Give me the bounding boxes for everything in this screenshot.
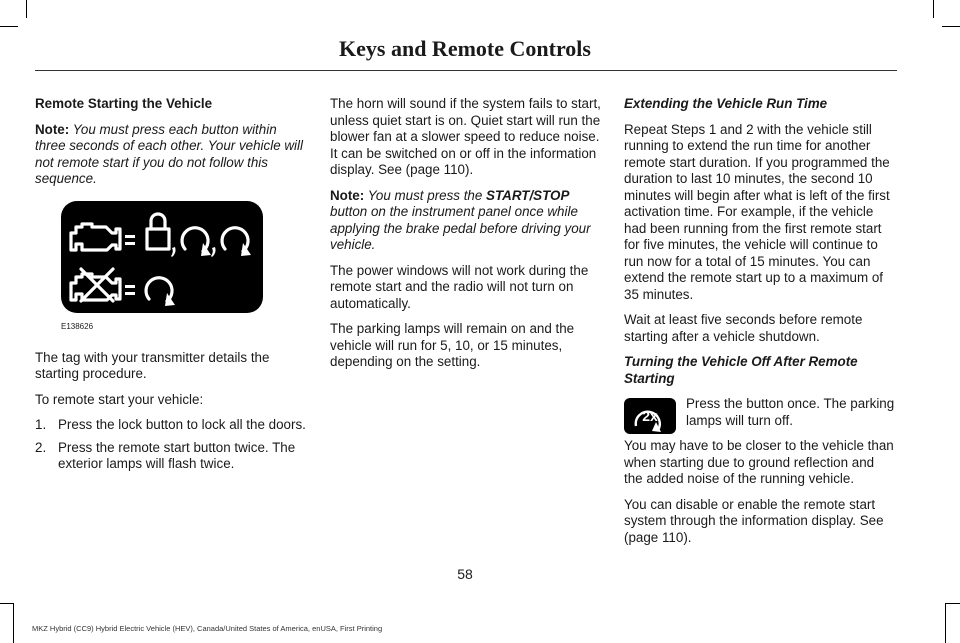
note-label: Note: (330, 187, 365, 203)
note-text: button on the instrument panel once while applying the brake pedal before driving your vehicle. (330, 204, 591, 252)
step-text: Press the lock button to lock all the doors. (58, 417, 306, 432)
note-text: You must press the (364, 187, 487, 203)
page-title: Keys and Remote Controls (339, 36, 591, 61)
paragraph: Repeat Steps 1 and 2 with the vehicle still running to extend the run time for another remote start duration. If you programmed the duration to last 10 minutes, the second 10 minutes will begin after what is left of the first activation time. For example, if the vehicle had been running from the first remote start for five minutes, the vehicle will continue to run now for a total of 15 minutes. You can extend the remote start up to a maximum of 35 minutes. (624, 121, 890, 302)
note (35, 122, 307, 188)
paragraph: The horn will sound if the system fails to start, unless quiet start is on. Quiet start will run the blower fan at a slower speed to reduce noise. It can be switched on or off in the information display. See (page 110). (330, 96, 601, 177)
section-heading: Extending the Vehicle Run Time (624, 96, 828, 111)
step-number: 2. (35, 439, 47, 455)
paragraph: To remote start your vehicle: (35, 391, 204, 407)
paragraph: You can disable or enable the remote start system through the information display. See (page 110). (624, 496, 884, 545)
remote-start-instruction (624, 396, 896, 488)
remote-start-figure (61, 201, 307, 336)
column-2 (330, 96, 602, 380)
step-number: 1. (35, 417, 47, 432)
crop-mark (942, 26, 960, 27)
page-number: 58 (457, 566, 473, 582)
paragraph: The tag with your transmitter details the starting procedure. (35, 349, 270, 381)
icon-label: 2x (642, 408, 658, 424)
remote-start-2x-icon (624, 398, 676, 434)
paragraph: Press the button once. The parking lamps will turn off. (686, 396, 895, 428)
paragraph: The parking lamps will remain on and the vehicle will run for 5, 10, or 15 minutes, depending on the setting. (330, 321, 575, 369)
note (330, 188, 602, 254)
note-text: You must press each button within three seconds of each other. Your vehicle will not remote start if you do not follow this sequence. (35, 121, 303, 186)
paragraph: You may have to be closer to the vehicle than when starting due to ground reflection and the added noise of the running vehicle. (624, 438, 894, 486)
paragraph: Wait at least five seconds before remote starting after a vehicle shutdown. (624, 312, 863, 344)
header-divider (35, 70, 897, 71)
crop-mark (0, 26, 18, 27)
note-label: Note: (35, 121, 70, 137)
section-heading: Remote Starting the Vehicle (35, 96, 213, 111)
crop-mark (26, 0, 27, 18)
step-text: Press the remote start button twice. The exterior lamps will flash twice. (58, 439, 296, 471)
footer-text: MKZ Hybrid (CC9) Hybrid Electric Vehicle (HEV), Canada/United States of America, enUSA, First Printing (32, 624, 383, 633)
start-stop-label: START/STOP (486, 187, 570, 203)
figure-code: E138626 (61, 322, 94, 331)
column-1 (35, 96, 307, 479)
crop-mark (946, 603, 960, 604)
crop-mark (0, 603, 13, 604)
paragraph: The power windows will not work during the remote start and the radio will not turn on automatically. (330, 262, 589, 311)
list-item (35, 440, 307, 473)
section-heading: Turning the Vehicle Off After Remote Starting (624, 354, 858, 386)
column-3 (624, 96, 896, 555)
steps-list (35, 417, 307, 473)
crop-mark (945, 603, 946, 643)
remote-start-sequence-illustration (61, 201, 263, 313)
crop-mark (933, 0, 934, 18)
list-item (35, 417, 307, 434)
crop-mark (13, 603, 14, 643)
